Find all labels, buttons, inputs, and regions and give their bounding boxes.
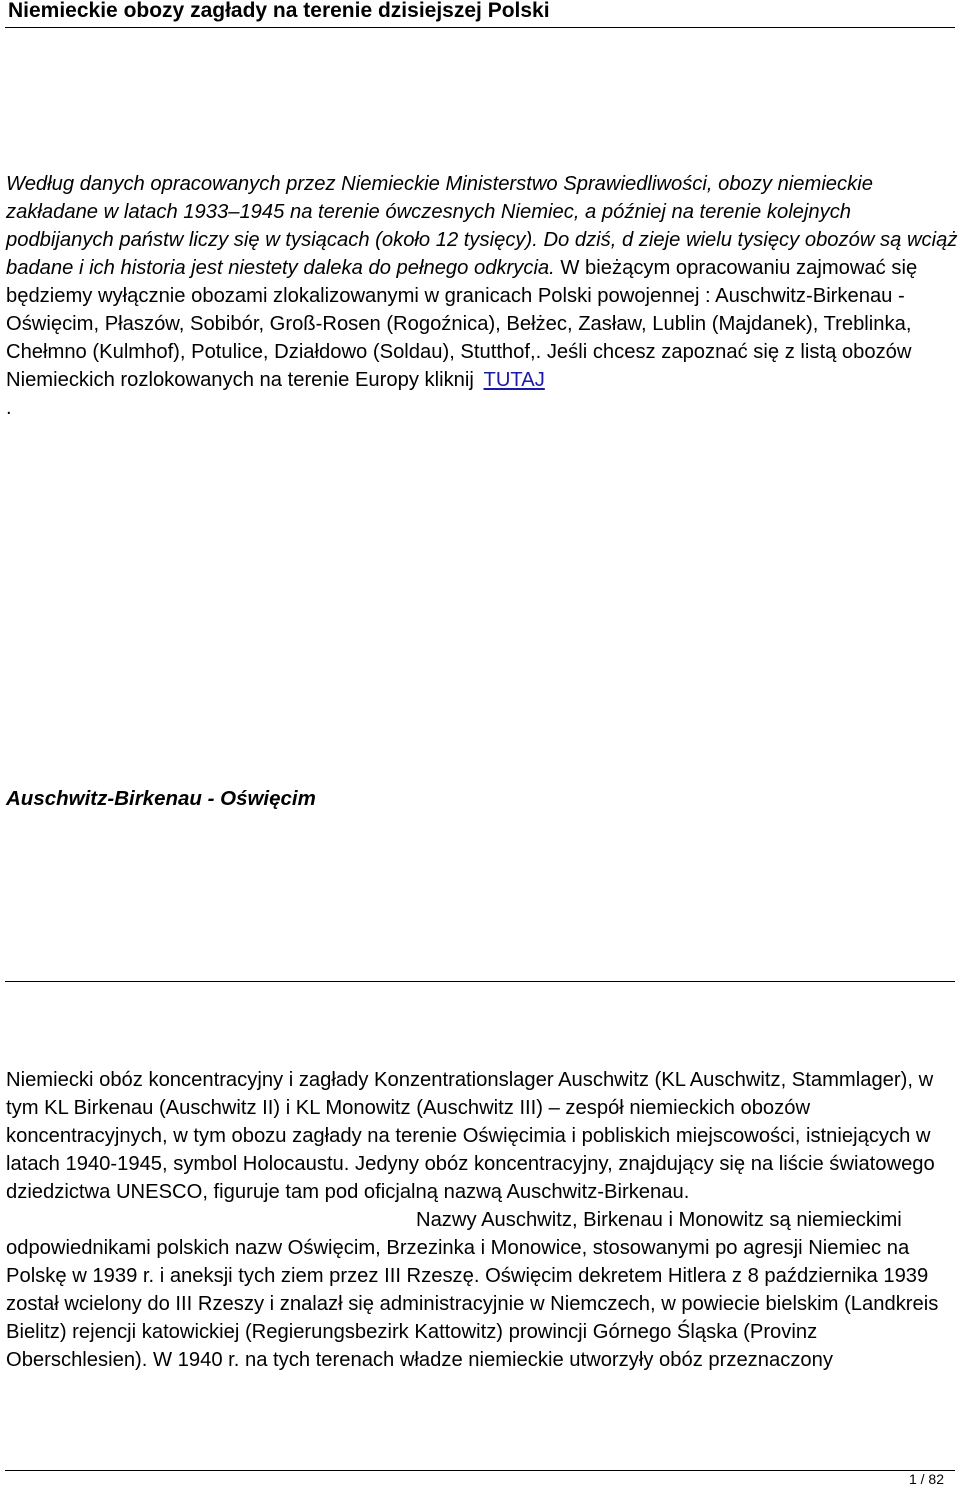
footer-divider <box>5 1470 955 1471</box>
intro-normal-text: W bieżącym opracowaniu zajmować się będziemy wyłącznie obozami zlokalizowanymi w granicach Polski powojennej : Auschwitz-Birkenau - Oświęcim, Płaszów, Sobibór, Groß-Rosen (Rogoźnica), Bełżec, Zasław, Lublin (Majdanek), Treblinka, Chełmno (Kulmhof), Potulice, Działdowo (Soldau), Stutthof,. Jeśli chcesz zapoznać się z listą obozów Niemieckich rozlokowanych na terenie Europy kliknij <box>6 257 918 391</box>
page-number: 1 / 82 <box>908 1471 944 1487</box>
intro-trailing-dot: . <box>6 397 12 419</box>
intro-paragraph <box>6 170 958 422</box>
section-divider <box>5 981 955 982</box>
page-header-title: Niemieckie obozy zagłady na terenie dzisiejszej Polski <box>8 0 550 22</box>
header-divider <box>5 27 955 28</box>
tutaj-link[interactable]: TUTAJ <box>483 369 545 391</box>
body-text-part2: Nazwy Auschwitz, Birkenau i Monowitz są niemieckimi odpowiednikami polskich nazw Oświęcim, Brzezinka i Monowice, stosowanymi po agresji Niemiec na Polskę w 1939 r. i aneksji tych ziem przez III Rzeszę. Oświęcim dekretem Hitlera z 8 października 1939 został wcielony do III Rzeszy i znalazł się administracyjnie w Niemczech, w powiecie bielskim (Landkreis Bielitz) rejencji katowickiej (Regierungsbezirk Kattowitz) prowincji Górnego Śląska (Provinz Oberschlesien). W 1940 r. na tych terenach władze niemieckie utworzyły obóz przeznaczony <box>6 1209 939 1371</box>
section-body <box>6 1066 958 1374</box>
body-text-part1: Niemiecki obóz koncentracyjny i zagłady Konzentrationslager Auschwitz (KL Auschwitz, Stammlager), w tym KL Birkenau (Auschwitz II) i KL Monowitz (Auschwitz III) – zespół niemieckich obozów koncentracyjnych, w tym obozu zagłady na terenie Oświęcimia i pobliskich miejscowości, istniejących w latach 1940-1945, symbol Holocaustu. Jedyny obóz koncentracyjny, znajdujący się na liście światowego dziedzictwa UNESCO, figuruje tam pod oficjalną nazwą Auschwitz-Birkenau. <box>6 1069 935 1203</box>
intro-italic-text: Według danych opracowanych przez Niemieckie Ministerstwo Sprawiedliwości, obozy niemieckie zakładane w latach 1933–1945 na terenie ówczesnych Niemiec, a później na terenie kolejnych podbijanych państw liczy się w tysiącach (około 12 tysięcy). Do dziś, d zieje wielu tysięcy obozów są wciąż badane i ich historia jest niestety daleka do pełnego odkrycia. <box>6 173 958 279</box>
section-title: Auschwitz-Birkenau - Oświęcim <box>6 787 316 810</box>
